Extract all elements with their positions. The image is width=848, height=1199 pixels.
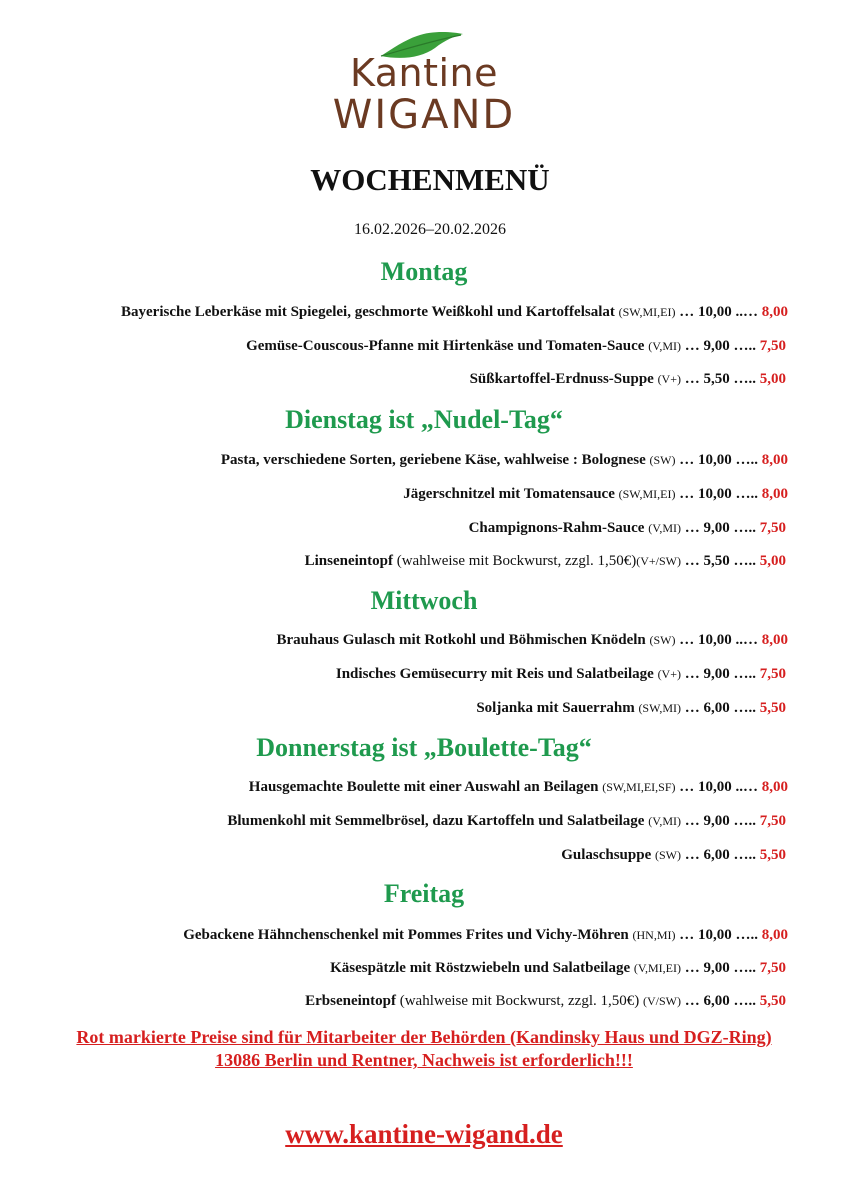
- menu-item: Indisches Gemüsecurry mit Reis und Salatbeilage (V+) … 9,00 ….. 7,50: [335, 666, 786, 682]
- menu-item: Süßkartoffel-Erdnuss-Suppe (V+) … 5,50 ….. 5,00: [469, 371, 786, 387]
- menu-item: Gulaschsuppe (SW) … 6,00 ….. 5,50: [561, 847, 786, 863]
- day-heading-montag: Montag: [380, 257, 468, 286]
- menu-item: Linseneintopf (wahlweise mit Bockwurst, zzgl. 1,50€)(V+/SW) … 5,50 ….. 5,00: [304, 553, 786, 569]
- day-heading-donnerstag: Donnerstag ist „Boulette-Tag“: [256, 733, 592, 762]
- date-range: 16.02.2026–20.02.2026: [354, 221, 506, 238]
- day-heading-freitag: Freitag: [383, 879, 465, 908]
- menu-item: Bayerische Leberkäse mit Spiegelei, geschmorte Weißkohl und Kartoffelsalat (SW,MI,EI) … 10,00 ..… 8,00: [121, 304, 788, 320]
- menu-item: Gemüse-Couscous-Pfanne mit Hirtenkäse und Tomaten-Sauce (V,MI) … 9,00 ….. 7,50: [246, 338, 786, 354]
- menu-item: Brauhaus Gulasch mit Rotkohl und Böhmischen Knödeln (SW) … 10,00 ..… 8,00: [276, 632, 788, 648]
- day-heading-mittwoch: Mittwoch: [370, 586, 478, 615]
- notice-line-2: 13086 Berlin und Rentner, Nachweis ist erforderlich!!!: [215, 1050, 633, 1070]
- logo-kantine-text: Kantine: [349, 51, 499, 95]
- menu-item: Champignons-Rahm-Sauce (V,MI) … 9,00 ….. 7,50: [468, 520, 786, 536]
- page-title: WOCHENMENÜ: [310, 162, 550, 197]
- menu-item: Pasta, verschiedene Sorten, geriebene Käse, wahlweise : Bolognese (SW) … 10,00 ….. 8,00: [220, 452, 788, 468]
- menu-item: Blumenkohl mit Semmelbrösel, dazu Kartoffeln und Salatbeilage (V,MI) … 9,00 ….. 7,50: [227, 813, 786, 829]
- day-heading-dienstag: Dienstag ist „Nudel-Tag“: [285, 405, 563, 434]
- notice-line-1: Rot markierte Preise sind für Mitarbeiter der Behörden (Kandinsky Haus und DGZ-Ring): [76, 1027, 772, 1047]
- menu-item: Hausgemachte Boulette mit einer Auswahl an Beilagen (SW,MI,EI,SF) … 10,00 ..… 8,00: [248, 779, 788, 795]
- menu-item: Jägerschnitzel mit Tomatensauce (SW,MI,EI) … 10,00 ….. 8,00: [403, 486, 788, 502]
- menu-item: Gebackene Hähnchenschenkel mit Pommes Frites und Vichy-Möhren (HN,MI) … 10,00 ….. 8,00: [183, 927, 788, 943]
- website-link[interactable]: www.kantine-wigand.de: [285, 1119, 563, 1149]
- logo-wigand-text: WIGAND: [332, 92, 516, 138]
- menu-item: Soljanka mit Sauerrahm (SW,MI) … 6,00 ….. 5,50: [476, 700, 786, 716]
- menu-item: Käsespätzle mit Röstzwiebeln und Salatbeilage (V,MI,EI) … 9,00 ….. 7,50: [330, 960, 786, 976]
- menu-item: Erbseneintopf (wahlweise mit Bockwurst, zzgl. 1,50€) (V/SW) … 6,00 ….. 5,50: [305, 993, 786, 1009]
- discount-notice: [0, 1026, 848, 1072]
